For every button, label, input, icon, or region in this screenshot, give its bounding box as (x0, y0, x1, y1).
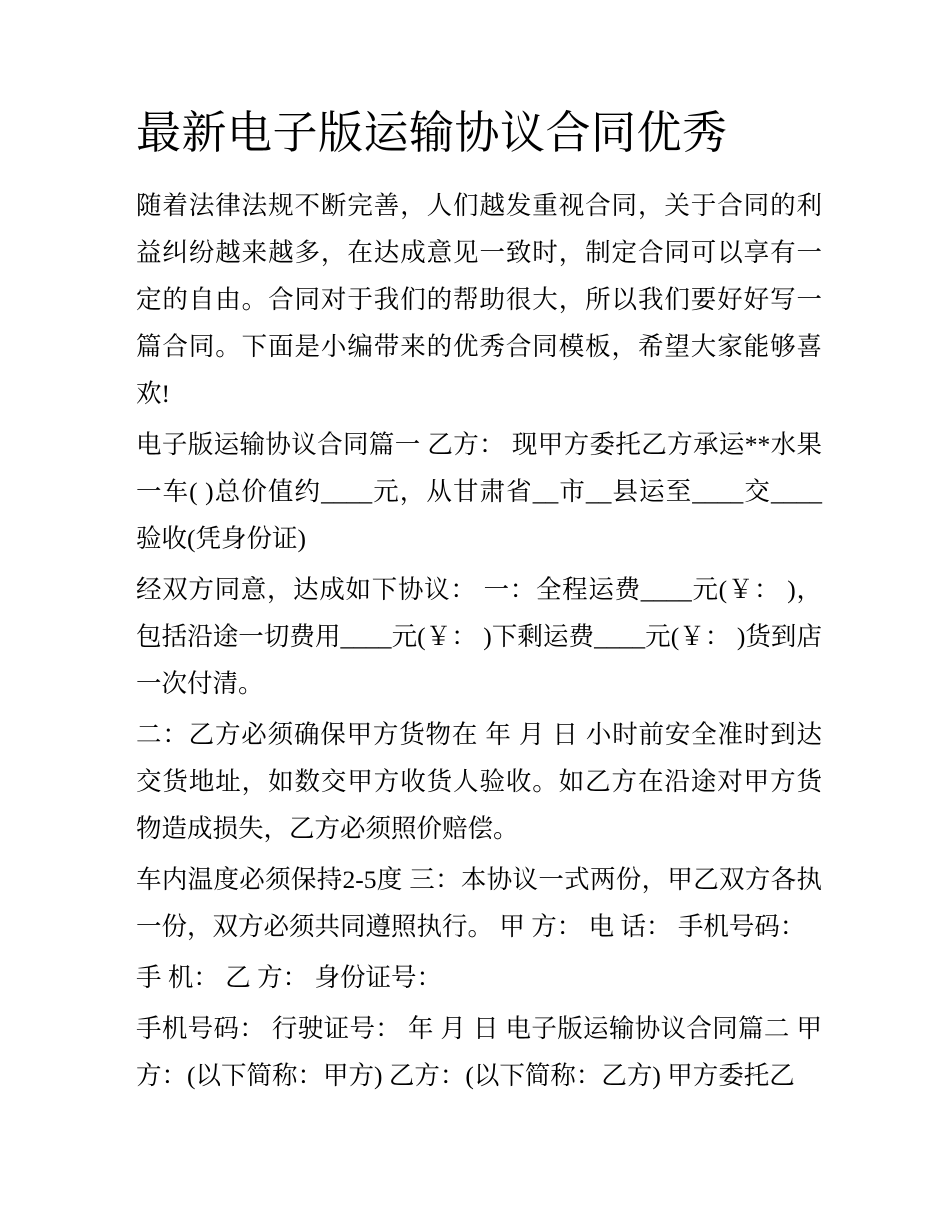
paragraph-section-6: 手机号码： 行驶证号： 年 月 日 电子版运输协议合同篇二 甲方：(以下简称：甲方) 乙方：(以下简称：乙方) 甲方委托乙 (136, 1013, 822, 1090)
paragraph-intro: 随着法律法规不断完善，人们越发重视合同，关于合同的利益纠纷越来越多，在达成意见一致时，制定合同可以享有一定的自由。合同对于我们的帮助很大，所以我们要好好写一篇合同。下面是小编带来的优秀合同模板，希望大家能够喜欢! (136, 190, 822, 408)
paragraph-section-5: 手 机： 乙 方： 身份证号： (136, 962, 443, 992)
paragraph-section-3: 二：乙方必须确保甲方货物在 年 月 日 小时前安全准时到达交货地址，如数交甲方收货人验收。如乙方在沿途对甲方货物造成损失，乙方必须照价赔偿。 (136, 719, 822, 843)
page-title: 最新电子版运输协议合同优秀 (136, 108, 728, 158)
paragraph-section-4: 车内温度必须保持2-5度 三：本协议一式两份，甲乙双方各执一份，双方必须共同遵照执行。 甲 方： 电 话： 手机号码： (136, 864, 822, 941)
paragraph-section-1: 电子版运输协议合同篇一 乙方： 现甲方委托乙方承运**水果一车( )总价值约____元，从甘肃省__市__县运至____交____验收(凭身份证) (136, 429, 822, 553)
paragraph-section-2: 经双方同意，达成如下协议： 一：全程运费____元(￥： )，包括沿途一切费用____元(￥： )下剩运费____元(￥： )货到店一次付清。 (136, 574, 822, 698)
